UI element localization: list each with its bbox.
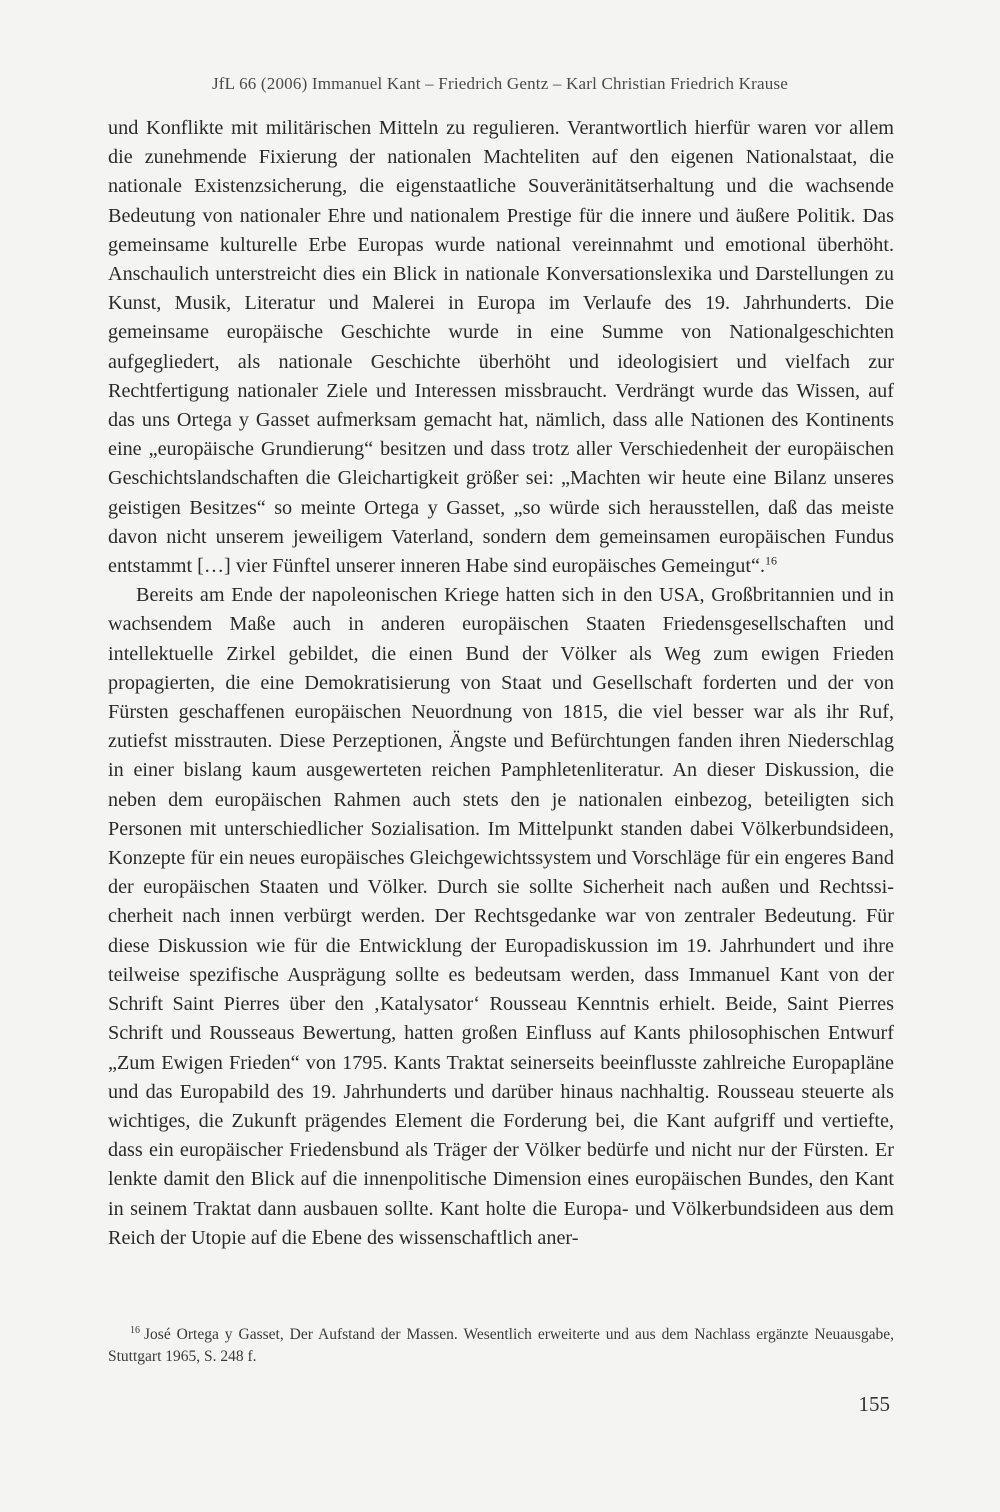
main-text: [108, 114, 894, 1253]
footnote-reference-16: 16: [765, 553, 778, 568]
paragraph-1: [108, 114, 894, 581]
paragraph-2: Bereits am Ende der napoleonischen Kriege hatten sich in den USA, Großbritannien und in wachsendem Maße auch in anderen europäischen Staaten Friedensgesellschaften und intellektuelle Zirkel gebildet, die einen Bund der Völker als Weg zum ewigen Frieden propagierten, die eine Demokratisierung von Staat und Gesellschaft forderten und der von Fürsten geschaffenen europäischen Neuordnung von 1815, die viel besser war als ihr Ruf, zutiefst misstrauten. Diese Perzeptionen, Ängste und Befürchtungen fanden ihren Niederschlag in einer bislang kaum ausgewerteten reichen Pamphletenliteratur. An dieser Diskussion, die neben dem europäischen Rahmen auch stets den je nationalen einbezog, beteiligten sich Personen mit unterschiedlicher Sozialisation. Im Mittelpunkt standen dabei Völkerbundsideen, Konzepte für ein neues europäisches Gleichgewichtssystem und Vorschläge für ein engeres Band der europäischen Staaten und Völker. Durch sie sollte Sicherheit nach außen und Rechtssicherheit nach innen verbürgt werden. Der Rechtsgedanke war von zentraler Bedeutung. Für diese Diskussion wie für die Entwicklung der Europadiskussion im 19. Jahrhundert und ihre teilweise spezifische Ausprägung sollte es bedeutsam werden, dass Immanuel Kant von der Schrift Saint Pierres über den ‚Katalysator‘ Rousseau Kenntnis erhielt. Beide, Saint Pierres Schrift und Rousseaus Bewertung, hatten großen Einfluss auf Kants philosophischen Entwurf „Zum Ewigen Frieden“ von 1795. Kants Traktat seinerseits beeinflusste zahlreiche Europapläne und das Europabild des 19. Jahrhunderts und darüber hinaus nachhaltig. Rousseau steuerte als wichtiges, die Zukunft prägendes Element die Forderung bei, die Kant aufgriff und vertiefte, dass ein europäischer Friedensbund als Träger der Völker bedürfe und nicht nur der Fürsten. Er lenkte damit den Blick auf die innenpolitische Dimension eines europäischen Bundes, den Kant in seinem Traktat dann ausbauen sollte. Kant holte die Europa- und Völkerbundsideen aus dem Reich der Utopie auf die Ebene des wissenschaftlich aner-: [108, 584, 894, 1249]
footnote-16: [108, 1324, 894, 1368]
footnote-text: José Ortega y Gasset, Der Aufstand der Massen. Wesentlich erweiterte und aus dem Nachlass ergänzte Neuausgabe, Stuttgart 1965, S. 248 f.: [108, 1326, 894, 1365]
running-head: JfL 66 (2006) Immanuel Kant – Friedrich Gentz – Karl Christian Friedrich Krause: [211, 74, 789, 93]
footnote-number: 16: [130, 1324, 140, 1336]
page-number: 155: [858, 1392, 890, 1416]
paragraph-1-text: und Konflikte mit militärischen Mitteln zu regulieren. Verantwortlich hierfür waren vor allem die zunehmende Fixierung der nationalen Machteliten auf den eigenen Nationalstaat, die nationale Existenzsicherung, die eigenstaatliche Souveränitätserhaltung und die wachsende Bedeutung von nationaler Ehre und nationalem Prestige für die innere und äußere Politik. Das gemeinsame kulturelle Erbe Europas wurde national vereinnahmt und emotional überhöht. Anschaulich unterstreicht dies ein Blick in nationale Konversationslexika und Darstellungen zu Kunst, Musik, Literatur und Malerei in Europa im Verlaufe des 19. Jahrhunderts. Die gemeinsame europäische Geschichte wurde in eine Summe von Nationalgeschichten aufgegliedert, als nationale Geschichte überhöht und ideologisiert und vielfach zur Rechtfertigung nationaler Ziele und Interessen missbraucht. Verdrängt wurde das Wissen, auf das uns Ortega y Gasset aufmerksam gemacht hat, nämlich, dass alle Nationen des Kontinents eine „europäische Grundierung“ besitzen und dass trotz aller Verschiedenheit der europäischen Geschichtslandschaften die Gleichartigkeit größer sei: „Machten wir heute eine Bilanz unseres geistigen Besitzes“ so meinte Ortega y Gasset, „so würde sich herausstellen, daß das meiste davon nicht unserem jeweiligem Vaterland, sondern dem gemeinsamen europäischen Fundus entstammt […] vier Fünftel unserer inneren Habe sind europäisches Gemeingut“.: [108, 117, 894, 578]
